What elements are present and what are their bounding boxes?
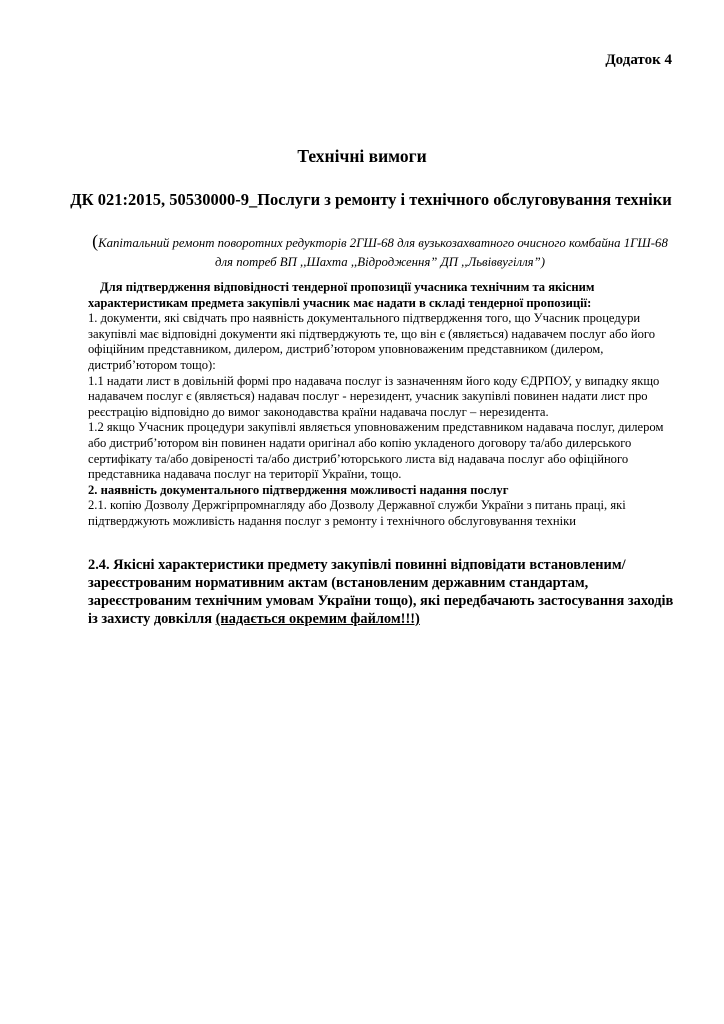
appendix-label: Додаток 4 (605, 52, 672, 68)
item-2-1: 2.1. копію Дозволу Держгірпромнагляду або Дозволу Державної служби України з питань праці, які підтверджують можливість надання послуг з ремонту і технічного обслуговування техніки (88, 498, 626, 528)
note-text: Капітальний ремонт поворотних редукторів 2ГШ-68 для вузькозахватного очисного комбайна 1ГШ-68 для потреб ВП ,,Шахта ,,Відродження” ДП ,,Львіввугілля”) (98, 236, 668, 269)
subject-note (88, 232, 672, 272)
document-title: Технічні вимоги (297, 146, 427, 166)
intro-paragraph: Для підтвердження відповідності тендерної пропозиції учасника технічним та якісним характеристикам предмета закупівлі учасник має надати в складі тендерної пропозиції: (88, 280, 595, 310)
item-1-1: 1.1 надати лист в довільній формі про надавача послуг із зазначенням його коду ЄДРПОУ, у випадку якщо надавачем послуг є (являється) надавач послуг - нерезидент, учасник закупівлі повинен надати лист про реєстрацію відповідно до вимог законодавства країни надавача послуг – нерезидента. (88, 373, 660, 419)
item-2: 2. наявність документального підтвердження можливості надання послуг (88, 482, 509, 497)
note-paren-open: ( (92, 231, 99, 251)
requirements-body (88, 280, 674, 530)
item-2-4 (88, 556, 678, 628)
item-1: 1. документи, які свідчать про наявність документального підтвердження того, що Учасник процедури закупівлі має відповідні документи які підтверджують те, що він є (являється) надавачем послуг або його офіційним представником, дилером, дистриб’ютором уповноваженим представником (дилером, дистриб’ютором тощо): (88, 311, 656, 372)
item-2-4-text: 2.4. Якісні характеристики предмету закупівлі повинні відповідати встановленим/зареєстрованим нормативним актам (встановленим державним стандартам, зареєстрованим технічним умовам України тощо), які передбачають застосування заходів із захисту довкілля (88, 557, 674, 627)
procurement-subject: ДК 021:2015, 50530000-9_Послуги з ремонту і технічного обслуговування техніки (70, 190, 672, 209)
item-2-4-separate-file-note: (надається окремим файлом!!!) (215, 611, 420, 627)
item-1-2: 1.2 якщо Учасник процедури закупівлі являється уповноваженим представником надавача послуг, дилером або дистриб’ютором він повинен надати оригінал або копію укладеного договору та/або дилерського сертифікату та/або довіреності та/або дистриб’юторського листа від надавача послуг або офіційного представника надавача послуг на території України, тощо. (88, 420, 664, 482)
